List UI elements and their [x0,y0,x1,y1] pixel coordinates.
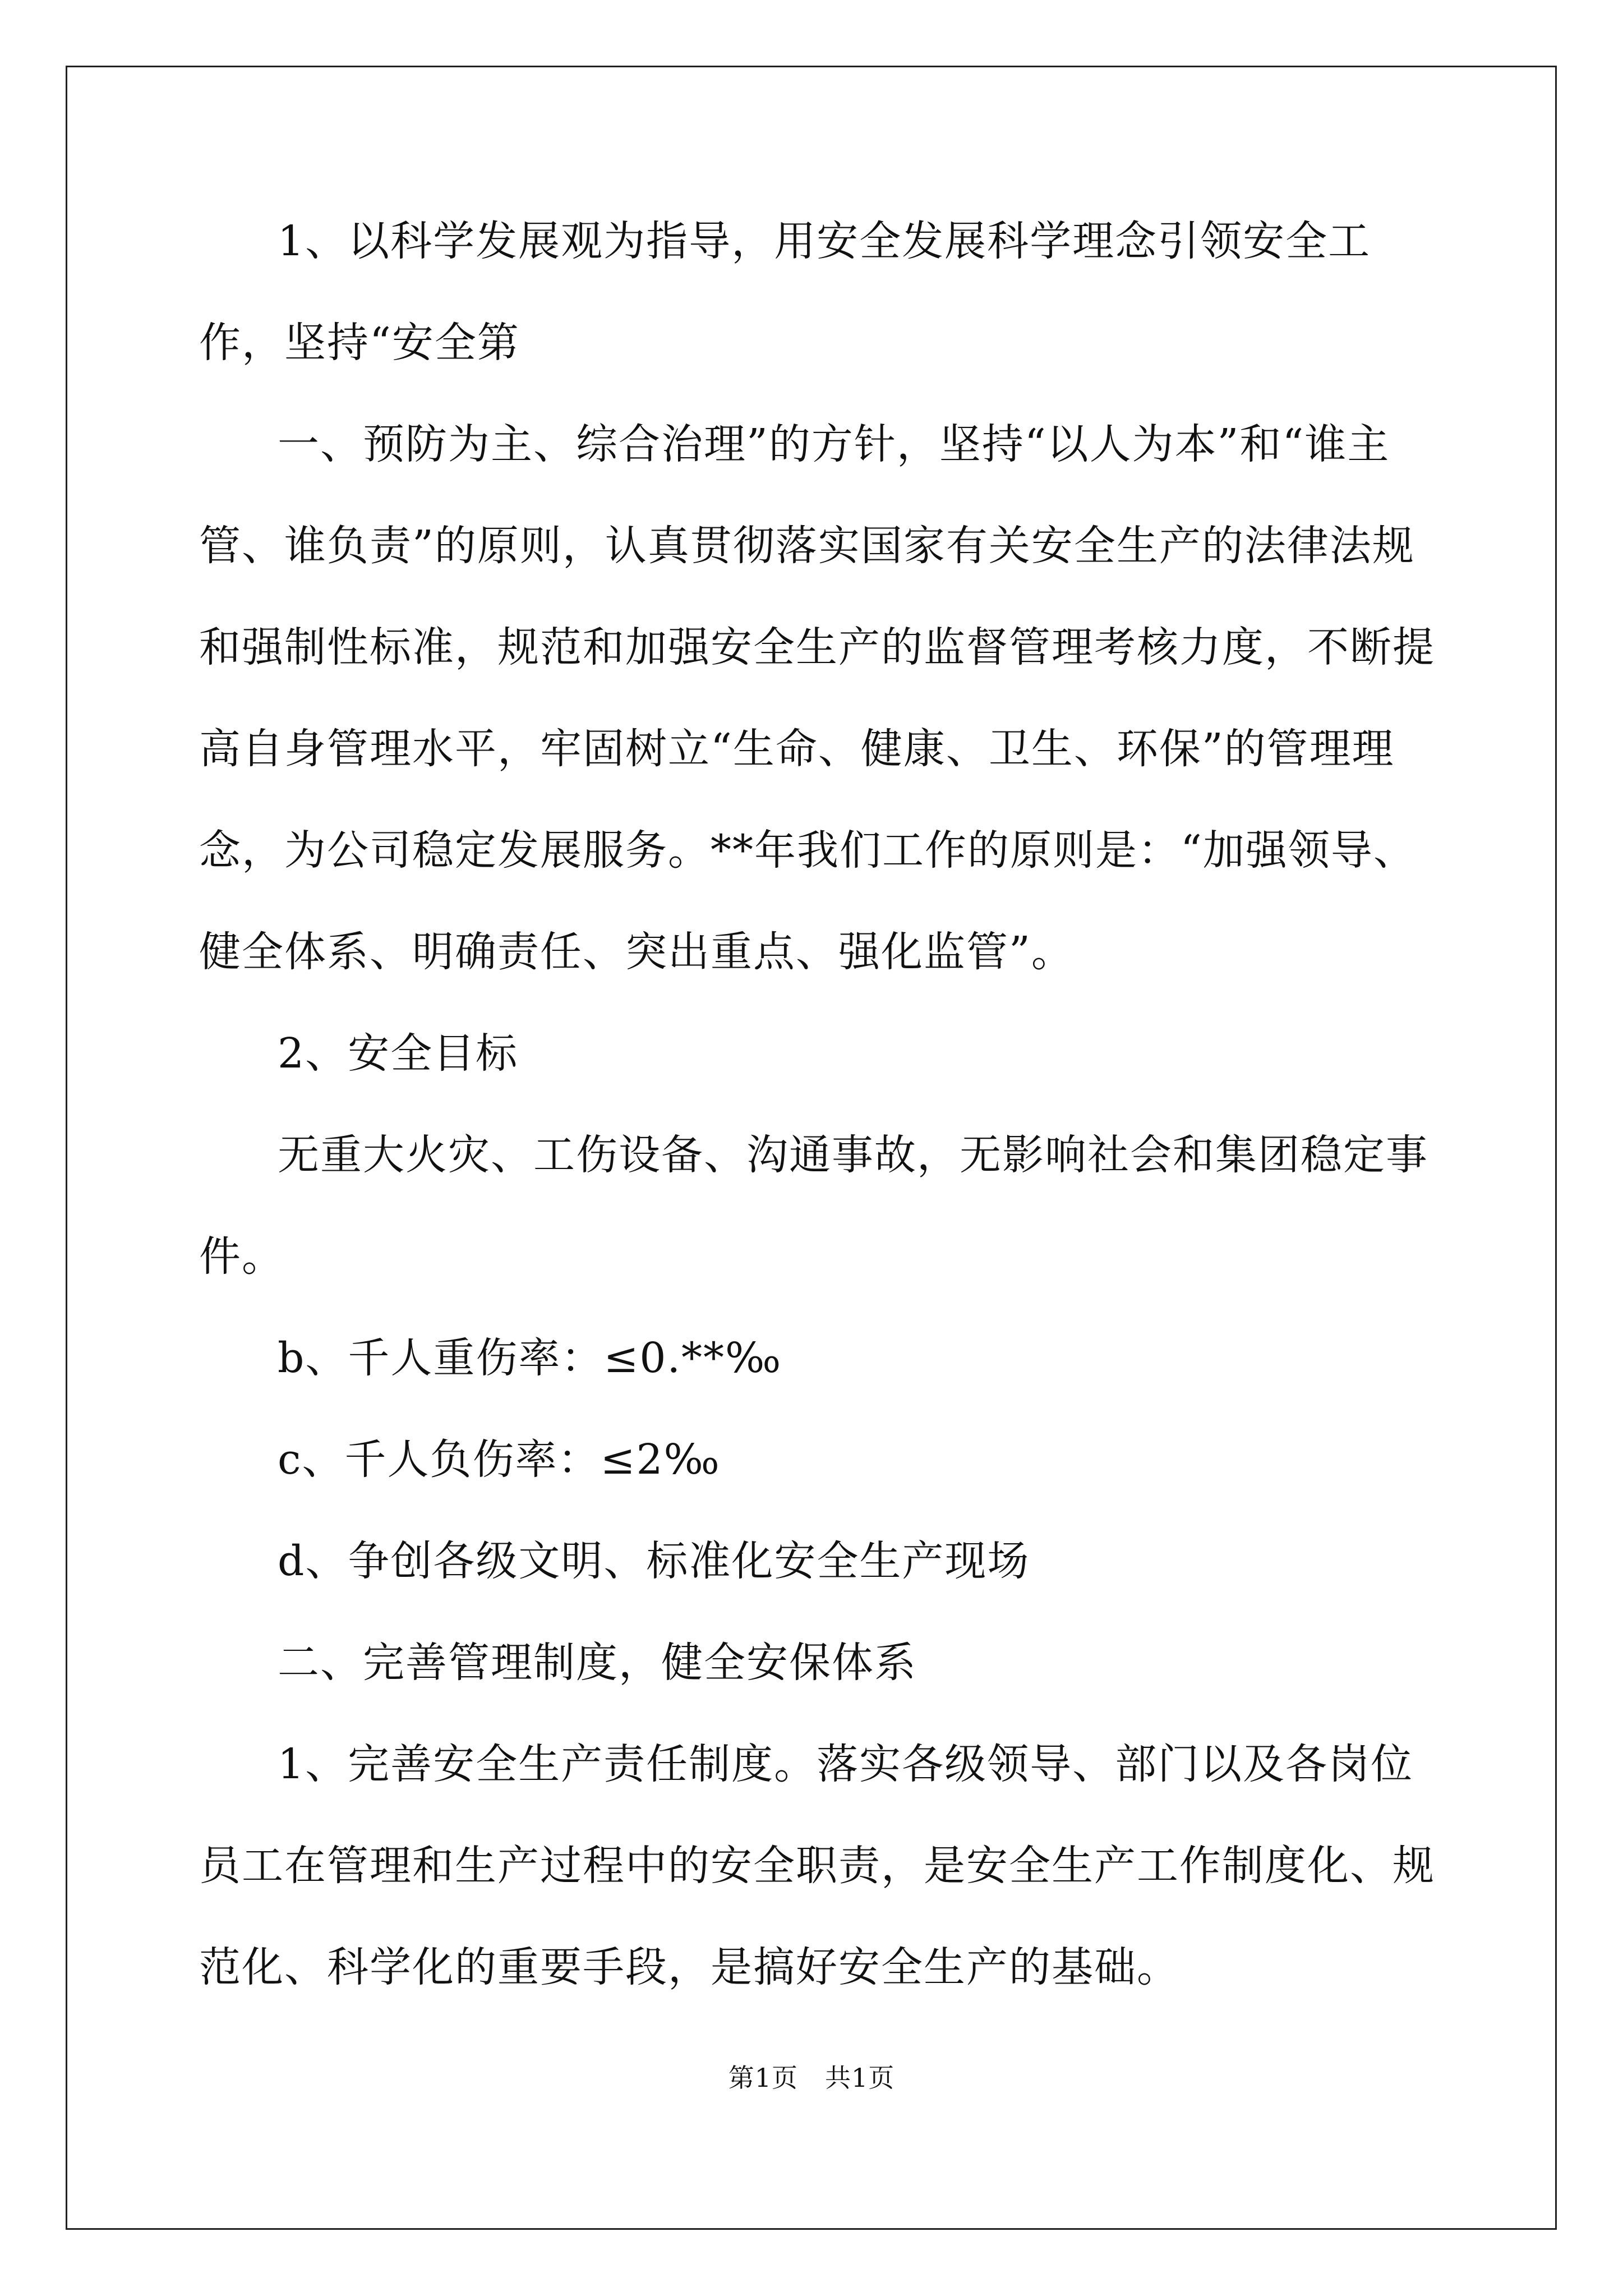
page-number-total: 共1页 [825,2063,895,2093]
document-body [199,191,1455,2018]
paragraph-goal-serious-injury: b、千人重伤率：≤0.**‰ [278,1334,782,1382]
paragraph-goal-injury: c、千人负伤率：≤2‰ [278,1435,721,1484]
paragraph-responsibility-system: 1、完善安全生产责任制度。落实各级领导、部门以及各岗位员工在管理和生产过程中的安全职责，是安全生产工作制度化、规范化、科学化的重要手段，是搞好安全生产的基础。 [199,1740,1435,1991]
paragraph-safety-goal-heading: 2、安全目标 [278,1029,519,1078]
paragraph-goal-no-accidents: 无重大火灾、工伤设备、沟通事故，无影响社会和集团稳定事件。 [199,1131,1428,1281]
page-footer [0,2058,1623,2095]
paragraph-policy: 一、预防为主、综合治理”的方针，坚持“以人为本”和“谁主管、谁负责”的原则，认真贯彻落实国家有关安全生产的法律法规和强制性标准，规范和加强安全生产的监督管理考核力度，不断提高自身管理水平，牢固树立“生命、健康、卫生、环保”的管理理念，为公司稳定发展服务。**年我们工作的原则是：“加强领导、健全体系、明确责任、突出重点、强化监管”。 [199,420,1435,976]
paragraph-guiding-principle: 1、以科学发展观为指导，用安全发展科学理念引领安全工作，坚持“安全第 [199,217,1371,367]
paragraph-goal-civilized-site: d、争创各级文明、标准化安全生产现场 [278,1537,1030,1585]
page-number-current: 第1页 [728,2063,798,2093]
paragraph-section-two-heading: 二、完善管理制度，健全安保体系 [278,1639,917,1687]
